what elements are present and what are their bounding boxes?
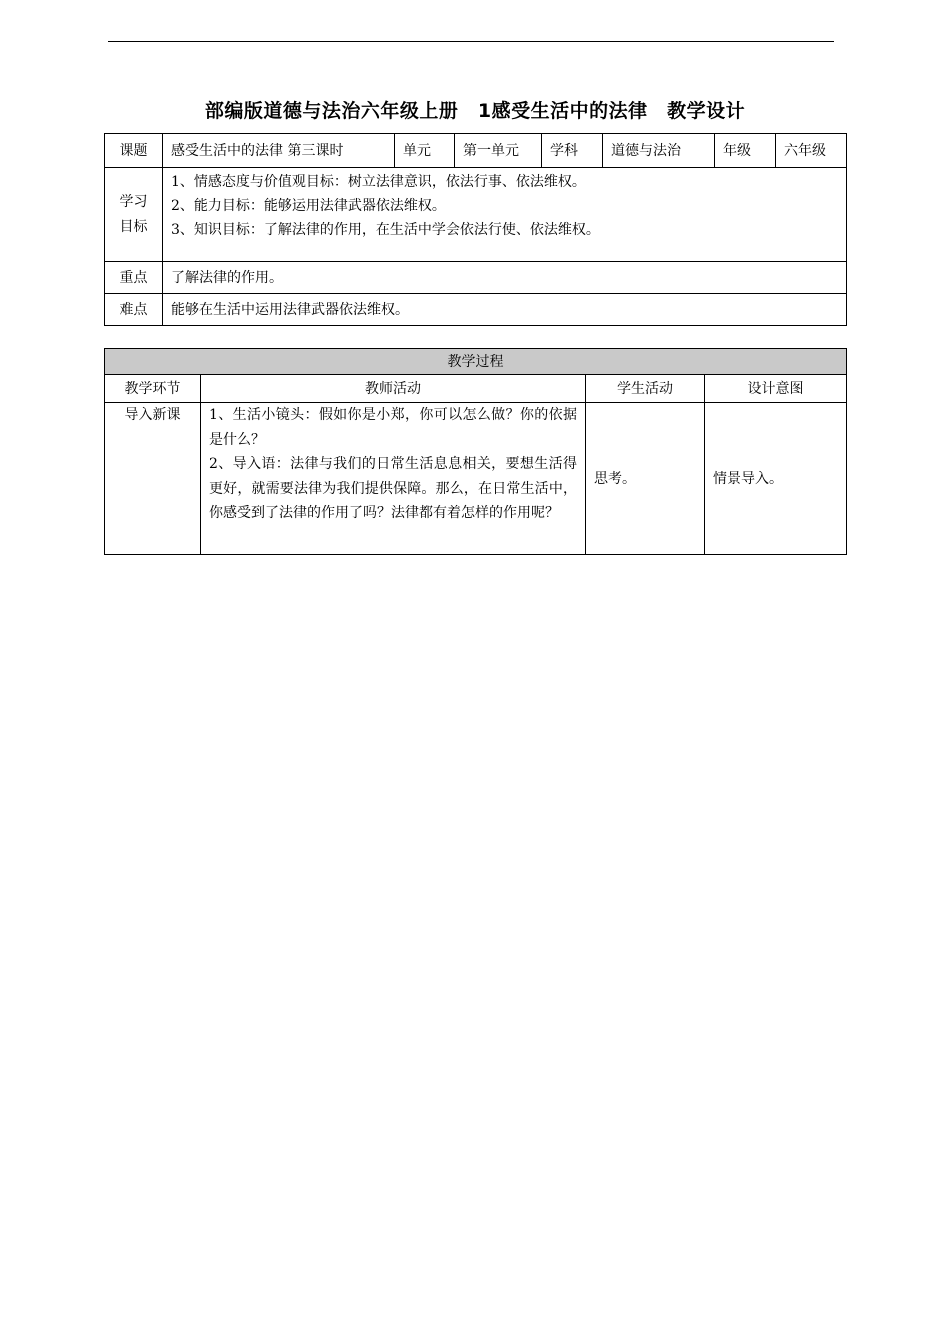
unit-value: 第一单元 [455,134,542,168]
column-header-intent: 设计意图 [705,375,847,403]
process-title-row [105,349,847,375]
topic-label: 课题 [105,134,163,168]
process-title: 教学过程 [105,349,847,375]
teaching-process-table [104,348,847,555]
stage-cell: 导入新课 [105,403,201,555]
goal-item: 1、情感态度与价值观目标：树立法律意识，依法行事、依法维权。 [171,174,586,190]
column-header-teacher: 教师活动 [201,375,586,403]
goals-label-line: 目标 [119,218,148,235]
column-header-student: 学生活动 [586,375,705,403]
goals-row [105,168,847,262]
difficulty-label: 难点 [105,294,163,326]
topic-value: 感受生活中的法律 第三课时 [163,134,395,168]
difficulty-value: 能够在生活中运用法律武器依法维权。 [163,294,847,326]
grade-label: 年级 [715,134,776,168]
header-rule [108,41,834,42]
subject-value: 道德与法治 [603,134,715,168]
difficulty-row [105,294,847,326]
goals-label-line: 学习 [119,193,148,210]
teacher-activity-cell [201,403,586,555]
key-point-row [105,262,847,294]
key-point-value: 了解法律的作用。 [163,262,847,294]
column-header-stage: 教学环节 [105,375,201,403]
table-row [105,403,847,555]
goals-list [163,168,847,262]
info-header-row [105,134,847,168]
process-column-header-row [105,375,847,403]
teacher-activity-line: 2、导入语：法律与我们的日常生活息息相关，要想生活得更好，就需要法律为我们提供保障。那么，在日常生活中，你感受到了法律的作用了吗？法律都有着怎样的作用呢？ [209,456,577,521]
student-activity-cell: 思考。 [586,403,705,555]
key-point-label: 重点 [105,262,163,294]
goals-label [105,168,163,262]
document-title: 部编版道德与法治六年级上册 1感受生活中的法律 教学设计 [204,100,746,122]
goal-item: 3、知识目标：了解法律的作用，在生活中学会依法行使、依法维权。 [171,222,600,238]
grade-value: 六年级 [776,134,847,168]
subject-label: 学科 [542,134,603,168]
teacher-activity-line: 1、生活小镜头：假如你是小郑，你可以怎么做？你的依据是什么？ [209,407,577,448]
unit-label: 单元 [395,134,455,168]
lesson-info-table [104,133,847,326]
goal-item: 2、能力目标：能够运用法律武器依法维权。 [171,198,446,214]
design-intent-cell: 情景导入。 [705,403,847,555]
